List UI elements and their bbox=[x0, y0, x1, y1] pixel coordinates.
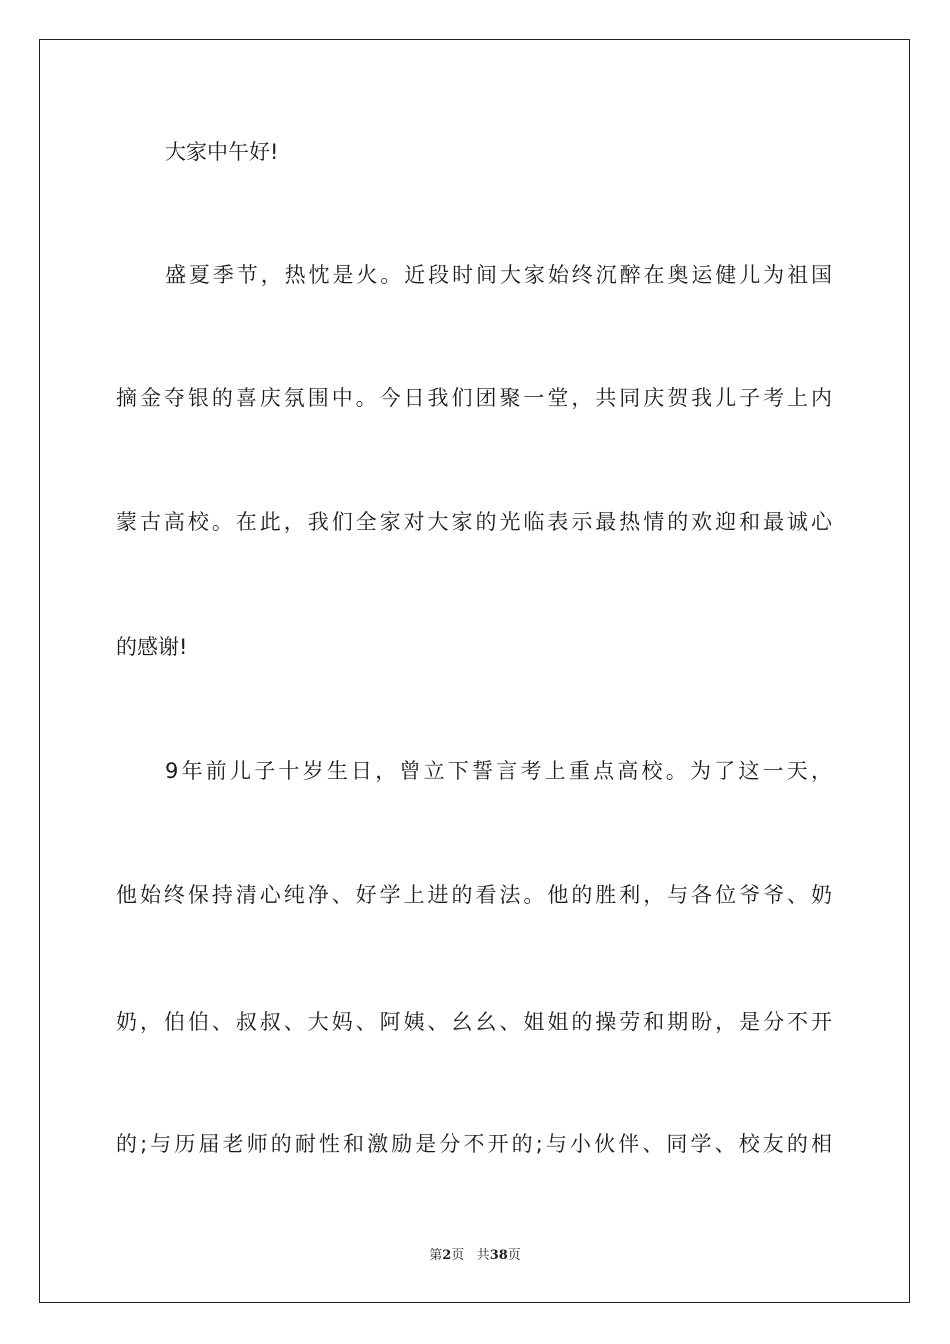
page-prefix: 第 bbox=[429, 1248, 443, 1263]
paragraph-2-line-3: 奶，伯伯、叔叔、大妈、阿姨、幺幺、姐姐的操劳和期盼，是分不开 bbox=[116, 1010, 832, 1034]
total-pages: 38 bbox=[489, 1248, 508, 1263]
paragraph-1-line-2: 摘金夺银的喜庆氛围中。今日我们团聚一堂，共同庆贺我儿子考上内 bbox=[116, 386, 832, 410]
page-footer bbox=[0, 1247, 950, 1265]
paragraph-1-line-3: 蒙古高校。在此，我们全家对大家的光临表示最热情的欢迎和最诚心 bbox=[116, 510, 832, 534]
total-suffix: 页 bbox=[507, 1248, 521, 1263]
page-border bbox=[39, 39, 910, 1303]
page-suffix: 页 bbox=[451, 1248, 465, 1263]
total-prefix: 共 bbox=[476, 1248, 490, 1263]
page-number: 2 bbox=[442, 1248, 452, 1263]
paragraph-1-line-4: 的感谢! bbox=[116, 635, 188, 659]
paragraph-2-line-2: 他始终保持清心纯净、好学上进的看法。他的胜利，与各位爷爷、奶 bbox=[116, 883, 832, 907]
paragraph-1-line-1: 盛夏季节，热忱是火。近段时间大家始终沉醉在奥运健儿为祖国 bbox=[165, 263, 832, 287]
paragraph-2-line-4: 的;与历届老师的耐性和激励是分不开的;与小伙伴、同学、校友的相 bbox=[116, 1132, 832, 1156]
greeting-line: 大家中午好! bbox=[165, 140, 279, 164]
paragraph-2-line-1: 9年前儿子十岁生日，曾立下誓言考上重点高校。为了这一天， bbox=[165, 759, 832, 783]
